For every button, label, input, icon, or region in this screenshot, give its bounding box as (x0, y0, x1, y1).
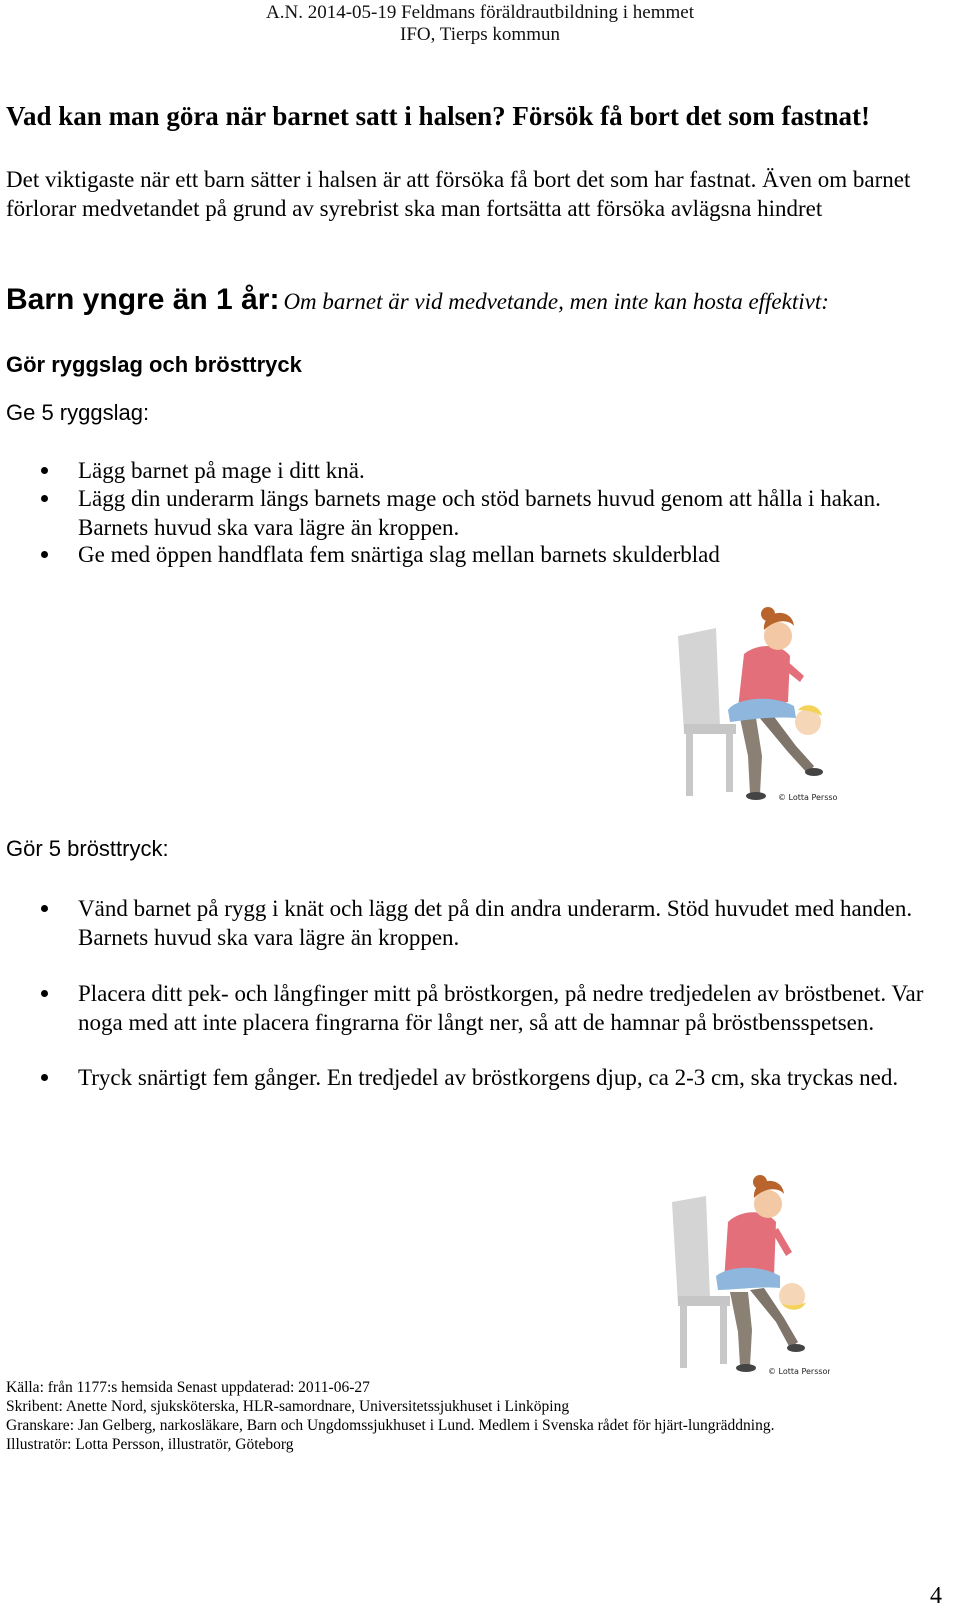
list-item: Tryck snärtigt fem gånger. En tredjedel av bröstkorgens djup, ca 2-3 cm, ska tryckas ned. (78, 1063, 938, 1092)
illustration-credit: © Lotta Persson (778, 793, 838, 802)
section-subtitle: Om barnet är vid medvetande, men inte kan hosta effektivt: (283, 289, 829, 314)
shoe-shape (787, 1344, 805, 1352)
document-header-line2: IFO, Tierps kommun (400, 24, 560, 45)
bullet-icon (41, 551, 48, 558)
action-heading: Gör ryggslag och brösttryck (6, 352, 302, 377)
chair-back-shape (678, 628, 720, 732)
woman-leg-shape (730, 1292, 752, 1366)
list-item: Ge med öppen handflata fem snärtiga slag mellan barnets skulderblad (78, 540, 938, 569)
chair-leg-shape (686, 732, 693, 796)
chair-leg-shape (726, 732, 733, 792)
bullet-icon (41, 467, 48, 474)
list-item: Lägg barnet på mage i ditt knä. (78, 456, 938, 485)
footer-writer: Skribent: Anette Nord, sjuksköterska, HLR-samordnare, Universitetssjukhuset i Linköping (6, 1398, 570, 1415)
back-blows-illustration (676, 606, 838, 806)
chest-thrusts-label: Gör 5 brösttryck: (6, 836, 169, 861)
intro-paragraph: Det viktigaste när ett barn sätter i halsen är att försöka få bort det som har fastnat. Även om barnet förlorar medvetandet på grund av syrebrist ska man fortsätta att försöka avlägsna hindret (6, 167, 911, 221)
bullet-icon (41, 1074, 48, 1081)
shoe-shape (746, 792, 766, 800)
chair-leg-shape (720, 1304, 727, 1364)
back-blows-label: Ge 5 ryggslag: (6, 400, 150, 425)
footer-illustrator: Illustratör: Lotta Persson, illustratör, Göteborg (6, 1436, 294, 1453)
chair-leg-shape (680, 1304, 687, 1368)
bullet-icon (41, 990, 48, 997)
bullet-icon (41, 495, 48, 502)
chair-back-shape (672, 1196, 710, 1304)
main-heading: Vad kan man göra när barnet satt i halsen? Försök få bort det som fastnat! (6, 101, 871, 131)
document-header-line1: A.N. 2014-05-19 Feldmans föräldrautbildning i hemmet (266, 2, 694, 23)
shoe-shape (736, 1364, 756, 1372)
shoe-shape (805, 768, 823, 776)
chest-thrusts-drawing (668, 1172, 830, 1378)
page-number: 4 (930, 1583, 942, 1609)
section-title: Barn yngre än 1 år: (6, 283, 280, 316)
list-item: Lägg din underarm längs barnets mage och stöd barnets huvud genom att hålla i hakan. Barnets huvud ska vara lägre än kroppen. (78, 484, 938, 542)
woman-leg-shape (740, 718, 762, 794)
footer-source: Källa: från 1177:s hemsida Senast uppdaterad: 2011-06-27 (6, 1379, 370, 1396)
section-heading (6, 283, 829, 317)
back-blows-drawing (676, 606, 838, 806)
woman-torso-shape (738, 646, 790, 708)
bullet-icon (41, 905, 48, 912)
footer-reviewer: Granskare: Jan Gelberg, narkosläkare, Barn och Ungdomssjukhuset i Lund. Medlem i Svenska rådet för hjärt-lungräddning. (6, 1417, 775, 1434)
hair-bun-shape (761, 607, 775, 621)
list-item: Placera ditt pek- och långfinger mitt på bröstkorgen, på nedre tredjedelen av bröstbenet. Var noga med att inte placera fingrarna för långt ner, så att de hamnar på bröstbensspetsen. (78, 979, 938, 1037)
illustration-credit: © Lotta Persson (768, 1367, 830, 1376)
list-item: Vänd barnet på rygg i knät och lägg det på din andra underarm. Stöd huvudet med handen. Barnets huvud ska vara lägre än kroppen. (78, 894, 938, 952)
hair-bun-shape (753, 1175, 767, 1189)
chest-thrusts-illustration (668, 1172, 830, 1378)
